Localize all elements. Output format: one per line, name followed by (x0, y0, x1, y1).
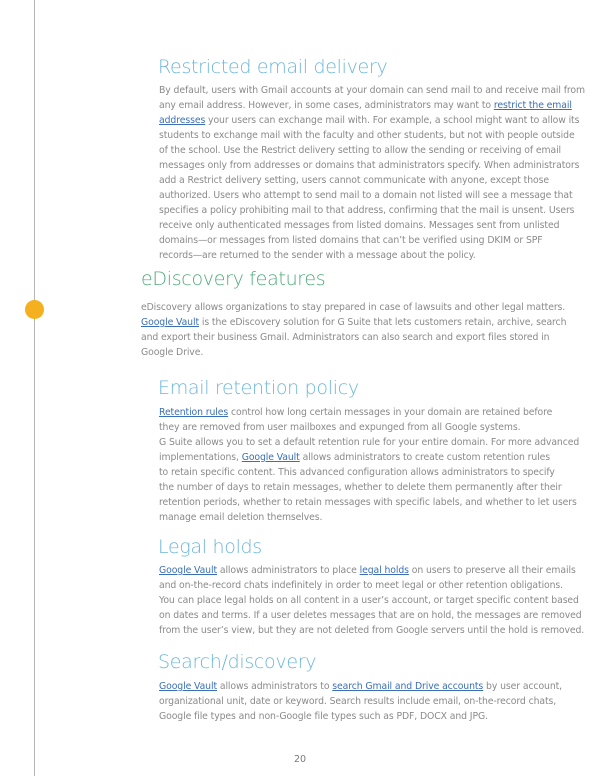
text-line: Google Vault allows administrators to search Gmail and Drive accounts by user account, (159, 681, 563, 692)
text-line: eDiscovery allows organizations to stay prepared in case of lawsuits and other legal matters. (141, 302, 566, 313)
email-retention-policy-body (159, 405, 579, 525)
text-line: You can place legal holds on all content in a user’s account, or target specific content based (159, 595, 579, 606)
text-line: By default, users with Gmail accounts at your domain can send mail to and receive mail from (159, 85, 585, 96)
text-line: receive only authenticated messages from listed domains. Messages sent from unlisted (159, 220, 560, 231)
link-google-vault[interactable]: Google Vault (141, 317, 199, 328)
text-line: they are removed from user mailboxes and expunged from all Google systems. (159, 422, 521, 433)
text-line: manage email deletion themselves. (159, 512, 323, 523)
link-google-vault[interactable]: Google Vault (159, 565, 217, 576)
link-addresses[interactable]: addresses (159, 115, 206, 126)
text-line: students to exchange mail with the faculty and other students, but not with people outside (159, 130, 575, 141)
text-line: on dates and terms. If a user deletes messages that are on hold, the messages are removed (159, 610, 582, 621)
link-restrict-the-email[interactable]: restrict the email (493, 100, 572, 111)
email-retention-policy-heading: Email retention policy (158, 377, 359, 399)
text-line: from the user’s view, but they are not deleted from Google servers until the hold is removed. (159, 625, 585, 636)
text-line: messages only from addresses or domains that administrators specify. When administrators (159, 160, 580, 171)
text-line: Google Drive. (141, 347, 204, 358)
text-line: addresses your users can exchange mail with. For example, a school might want to allow its (159, 115, 580, 126)
text-line: and on-the-record chats indefinitely in order to meet legal or other retention obligations. (159, 580, 564, 591)
text-line: any email address. However, in some cases, administrators may want to restrict the email (159, 100, 572, 111)
text-line: Google file types and non-Google file types such as PDF, DOCX and JPG. (159, 711, 488, 722)
text-line: organizational unit, date or keyword. Search results include email, on-the-record chats, (159, 696, 557, 707)
restricted-email-delivery-body (159, 83, 585, 263)
text-line: domains—or messages from listed domains that can’t be verified using DKIM or SPF (159, 235, 543, 246)
text-line: specifies a policy prohibiting mail to that address, confirming that the mail is unsent. Users (159, 205, 575, 216)
link-google-vault[interactable]: Google Vault (159, 681, 217, 692)
page-number: 20 (293, 754, 307, 765)
text-line: of the school. Use the Restrict delivery setting to allow the sending or receiving of email (159, 145, 562, 156)
timeline-dot-icon (25, 300, 44, 319)
search-discovery-heading: Search/discovery (158, 651, 317, 673)
timeline-line (34, 0, 35, 776)
link-google-vault[interactable]: Google Vault (241, 452, 300, 463)
text-line: records—are returned to the sender with a message about the policy. (159, 250, 476, 261)
text-line: to retain specific content. This advanced configuration allows administrators to specify (159, 467, 555, 478)
text-line: G Suite allows you to set a default retention rule for your entire domain. For more advanced (159, 437, 580, 448)
link-legal-holds[interactable]: legal holds (359, 565, 409, 576)
search-discovery-body (159, 679, 562, 724)
link-retention-rules[interactable]: Retention rules (159, 407, 229, 418)
text-line: Google Vault is the eDiscovery solution for G Suite that lets customers retain, archive, search (141, 317, 567, 328)
text-line: the number of days to retain messages, whether to delete them permanently after their (159, 482, 562, 493)
text-line: implementations, Google Vault allows administrators to create custom retention rules (159, 452, 550, 463)
legal-holds-heading: Legal holds (158, 536, 262, 558)
legal-holds-body (159, 563, 584, 638)
text-line: add a Restrict delivery setting, users cannot communicate with anyone, except those (159, 175, 549, 186)
link-search-gmail-and-drive-accounts[interactable]: search Gmail and Drive accounts (332, 681, 484, 692)
ediscovery-features-heading: eDiscovery features (141, 268, 326, 290)
text-line: and export their business Gmail. Administrators can also search and export files stored in (141, 332, 550, 343)
ediscovery-features-body (141, 300, 566, 360)
text-line: Google Vault allows administrators to place legal holds on users to preserve all their emails (159, 565, 576, 576)
restricted-email-delivery-heading: Restricted email delivery (158, 56, 388, 78)
text-line: Retention rules control how long certain messages in your domain are retained before (159, 407, 553, 418)
text-line: authorized. Users who attempt to send mail to a domain not listed will see a message that (159, 190, 573, 201)
text-line: retention periods, whether to retain messages with specific labels, and whether to let users (159, 497, 577, 508)
